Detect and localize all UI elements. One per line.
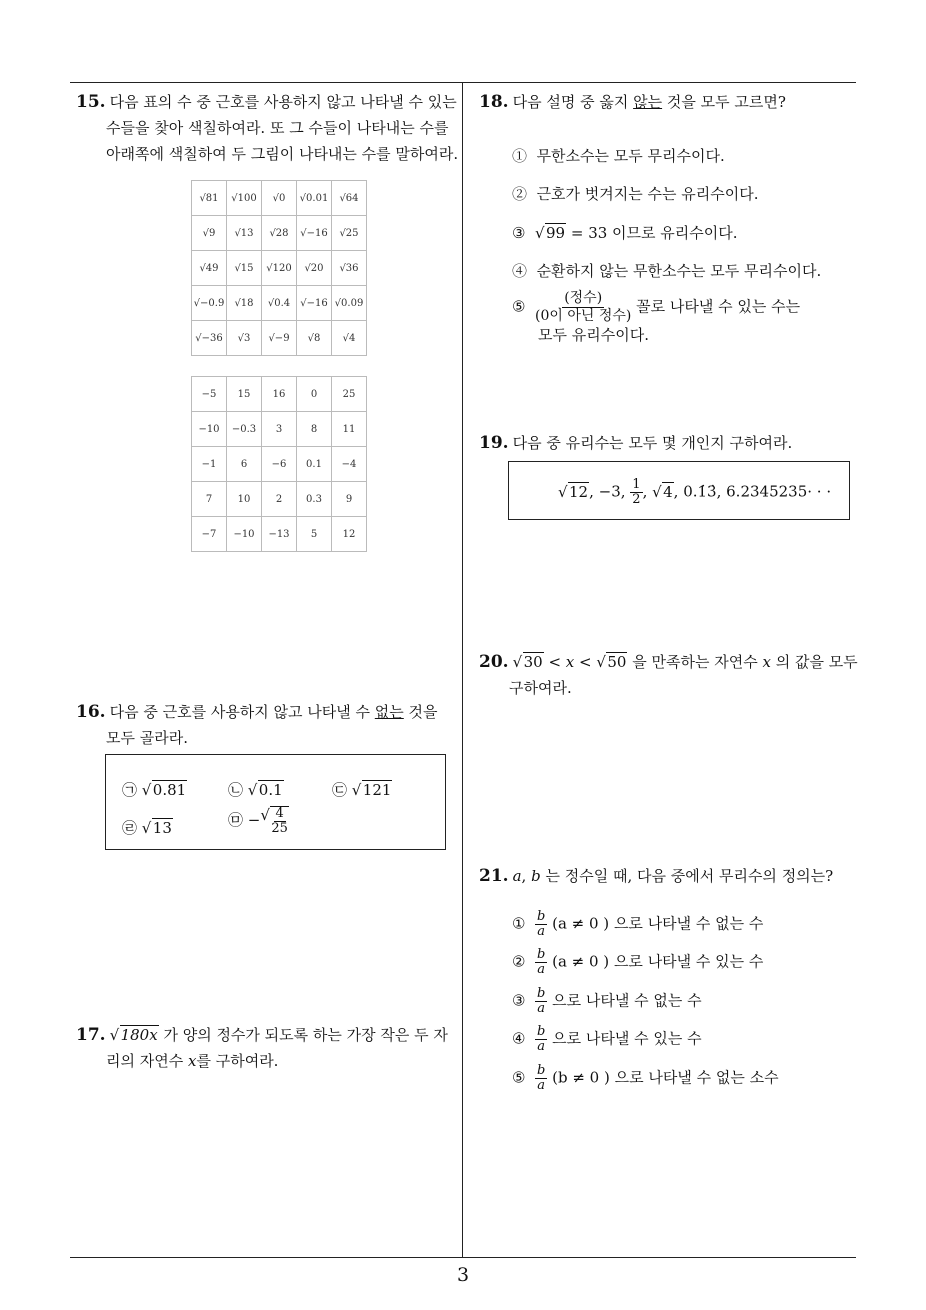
choice-3: [332, 779, 392, 801]
choice-2: [228, 779, 284, 801]
grid-cell[interactable]: −7: [192, 517, 227, 552]
grid-cell[interactable]: √49: [192, 251, 227, 286]
question-text: 아래쪽에 색칠하여 두 그림이 나타내는 수를 말하여라.: [106, 145, 459, 163]
grid-cell[interactable]: √20: [297, 251, 332, 286]
question-number: 20.: [479, 652, 509, 672]
grid-cell[interactable]: √36: [332, 251, 367, 286]
question-16: [76, 699, 460, 751]
choice-text: 으로 나타낼 수 있는 수: [609, 952, 764, 971]
choice-text: 무한소수는 모두 무리수이다.: [536, 147, 725, 165]
top-rule: [70, 82, 856, 83]
choice-1: [512, 145, 725, 167]
grid-row: [192, 377, 367, 412]
denominator: a: [537, 1001, 546, 1016]
sqrt-expr: [652, 480, 674, 504]
operator: <: [574, 653, 597, 671]
grid-cell[interactable]: 10: [227, 482, 262, 517]
grid-cell[interactable]: √81: [192, 181, 227, 216]
operator: <: [543, 653, 566, 671]
choice-2: [512, 183, 759, 205]
choice-4: [512, 260, 821, 282]
grid-cell[interactable]: −6: [262, 447, 297, 482]
question-text: 을 만족하는 자연수: [627, 653, 763, 671]
question-21: [479, 863, 859, 889]
numerator: b: [537, 909, 546, 924]
grid-row: [192, 286, 367, 321]
emphasis-text: 않는: [633, 93, 663, 111]
grid-row: [192, 181, 367, 216]
choice-4: [512, 1025, 702, 1054]
grid-cell[interactable]: 25: [332, 377, 367, 412]
choice-5: [512, 290, 800, 345]
choice-mark: ㉠: [122, 781, 138, 799]
choice-3: [512, 222, 738, 244]
grid-cell[interactable]: 8: [297, 412, 332, 447]
choice-2: [512, 948, 763, 977]
choice-1: [512, 910, 763, 939]
grid-cell[interactable]: −1: [192, 447, 227, 482]
grid-row: [192, 447, 367, 482]
question-number: 19.: [479, 433, 509, 453]
grid-cell[interactable]: √18: [227, 286, 262, 321]
question-text: 의 값을 모두: [770, 653, 858, 671]
choice-mark: ①: [512, 914, 526, 933]
numerator: b: [537, 1063, 546, 1078]
separator: ,: [521, 867, 532, 885]
question-15: [76, 89, 460, 167]
grid-cell[interactable]: 11: [332, 412, 367, 447]
column-divider: [462, 82, 463, 1258]
grid-cell[interactable]: √25: [332, 216, 367, 251]
grid-cell[interactable]: 7: [192, 482, 227, 517]
grid-row: [192, 412, 367, 447]
grid-cell[interactable]: √0: [262, 181, 297, 216]
question-text: 다음 설명 중 옳지: [512, 93, 634, 111]
choice-5: [228, 806, 289, 836]
question-text: 는 정수일 때, 다음 중에서 무리수의 정의는?: [540, 867, 834, 885]
grid-cell[interactable]: 2: [262, 482, 297, 517]
minus-sign: −: [247, 811, 261, 829]
choice-text: 으로 나타낼 수 없는 수: [609, 914, 764, 933]
choice-mark: ②: [512, 952, 526, 971]
grid-cell[interactable]: 5: [297, 517, 332, 552]
radicand: 99: [546, 224, 566, 242]
grid-row: [192, 482, 367, 517]
radicand: 0.1: [258, 781, 283, 799]
question-text: 다음 중 근호를 사용하지 않고 나타낼 수: [109, 703, 375, 721]
grid-cell[interactable]: √28: [262, 216, 297, 251]
grid-cell[interactable]: 9: [332, 482, 367, 517]
question-text: 다음 표의 수 중 근호를 사용하지 않고 나타낼 수 있는: [109, 93, 457, 111]
grid-row: [192, 517, 367, 552]
grid-cell[interactable]: 12: [332, 517, 367, 552]
radicand: 30: [523, 653, 543, 671]
grid-cell[interactable]: √4: [332, 321, 367, 356]
question-number: 15.: [76, 92, 106, 112]
denominator: a: [537, 1039, 546, 1054]
numerator: (정수): [564, 290, 603, 306]
question-text: 것을: [403, 703, 438, 721]
question-17: [76, 1022, 460, 1074]
question-number: 18.: [479, 92, 509, 112]
grid-row: [192, 216, 367, 251]
grid-cell[interactable]: −4: [332, 447, 367, 482]
sqrt-expr: [352, 779, 393, 801]
radicand: 121: [362, 781, 392, 799]
choice-1: [122, 779, 187, 801]
question-text: 수들을 찾아 색칠하여라. 또 그 수들이 나타내는 수를: [106, 119, 449, 137]
variable: a: [512, 867, 522, 885]
variable: b: [531, 867, 541, 885]
choice-mark: ②: [512, 185, 528, 203]
bottom-rule: [70, 1257, 856, 1258]
question-text: 다음 중 유리수는 모두 몇 개인지 구하여라.: [512, 434, 793, 452]
grid-cell[interactable]: −0.3: [227, 412, 262, 447]
sqrt-expr: [248, 779, 284, 801]
condition: (a ≠ 0 ): [547, 914, 610, 933]
choice-text: = 33 이므로 유리수이다.: [566, 224, 738, 242]
choice-mark: ㉡: [228, 781, 244, 799]
number-grid: [191, 376, 367, 552]
radicand: 0.81: [152, 781, 187, 799]
denominator: a: [537, 924, 546, 939]
number-list: [558, 478, 831, 507]
choice-mark: ⑤: [512, 297, 526, 316]
grid-cell[interactable]: 3: [262, 412, 297, 447]
grid-cell[interactable]: 16: [262, 377, 297, 412]
question-text: 를 구하여라.: [196, 1052, 279, 1070]
grid-cell[interactable]: 15: [227, 377, 262, 412]
radicand: 12: [569, 482, 589, 501]
choice-4: [122, 817, 173, 839]
question-text: 리의 자연수: [106, 1052, 188, 1070]
grid-row: [192, 321, 367, 356]
page-number: 3: [456, 1264, 470, 1286]
grid-cell[interactable]: √−9: [262, 321, 297, 356]
grid-cell[interactable]: −13: [262, 517, 297, 552]
sqrt-expr: [110, 1022, 159, 1048]
sqrt-grid: [191, 180, 367, 356]
numerator: 1: [632, 477, 641, 492]
choice-text: 으로 나타낼 수 있는 수: [547, 1029, 702, 1048]
choice-mark: ③: [512, 991, 526, 1010]
question-number: 17.: [76, 1025, 106, 1045]
choice-5: [512, 1064, 779, 1093]
choice-text: 으로 나타낼 수 없는 수: [547, 991, 702, 1010]
question-number: 16.: [76, 702, 106, 722]
question-number: 21.: [479, 866, 509, 886]
numerator: b: [537, 947, 546, 962]
denominator: a: [537, 1078, 546, 1093]
grid-cell[interactable]: √13: [227, 216, 262, 251]
choice-mark: ④: [512, 1029, 526, 1048]
radicand: 180x: [120, 1026, 158, 1044]
choice-mark: ㉢: [332, 781, 348, 799]
choice-3: [512, 987, 702, 1016]
denominator: 2: [632, 492, 641, 507]
list-text: ,: [642, 482, 653, 501]
numerator: √ 4: [275, 806, 284, 821]
grid-cell[interactable]: 6: [227, 447, 262, 482]
grid-row: [192, 251, 367, 286]
choice-mark: ㉣: [122, 819, 138, 837]
grid-cell[interactable]: √100: [227, 181, 262, 216]
radicand: 13: [152, 819, 172, 837]
choice-mark: ④: [512, 262, 528, 280]
question-20: [479, 649, 863, 701]
grid-cell[interactable]: √0.09: [332, 286, 367, 321]
sqrt-expr: [142, 817, 173, 839]
denominator: (0이 아닌 정수): [535, 308, 632, 324]
grid-cell[interactable]: √0.01: [297, 181, 332, 216]
radicand: 4: [663, 482, 673, 501]
variable: x: [565, 653, 575, 671]
choice-mark: ①: [512, 147, 528, 165]
numerator: b: [537, 986, 546, 1001]
variable: x: [188, 1052, 197, 1070]
grid-cell[interactable]: √8: [297, 321, 332, 356]
choice-text: 모두 유리수이다.: [538, 326, 649, 344]
grid-cell[interactable]: 0.3: [297, 482, 332, 517]
emphasis-text: 없는: [374, 703, 404, 721]
grid-cell[interactable]: √3: [227, 321, 262, 356]
grid-cell[interactable]: 0.1: [297, 447, 332, 482]
choice-text: 순환하지 않는 무한소수는 모두 무리수이다.: [536, 262, 822, 280]
question-18: [479, 89, 859, 115]
grid-cell[interactable]: √120: [262, 251, 297, 286]
choice-mark: ③: [512, 224, 526, 242]
grid-cell[interactable]: √−16: [297, 216, 332, 251]
condition: (a ≠ 0 ): [547, 952, 610, 971]
grid-cell[interactable]: 0: [297, 377, 332, 412]
question-text: 모두 골라라.: [106, 729, 188, 747]
variable: x: [762, 653, 771, 671]
denominator: 25: [271, 821, 288, 836]
condition: (b ≠ 0 ): [547, 1068, 610, 1087]
sqrt-expr: [513, 649, 544, 675]
grid-cell[interactable]: √0.4: [262, 286, 297, 321]
choice-text: 꼴로 나타낼 수 있는 수는: [631, 297, 801, 316]
radicand: 50: [607, 653, 627, 671]
denominator: a: [537, 962, 546, 977]
grid-cell[interactable]: −10: [192, 412, 227, 447]
question-19: [479, 430, 859, 456]
grid-cell[interactable]: √9: [192, 216, 227, 251]
grid-cell[interactable]: −10: [227, 517, 262, 552]
grid-cell[interactable]: −5: [192, 377, 227, 412]
choice-mark: ㉤: [228, 811, 244, 829]
grid-cell[interactable]: √15: [227, 251, 262, 286]
question-text: 것을 모두 고르면?: [662, 93, 786, 111]
choice-text: 으로 나타낼 수 없는 소수: [609, 1068, 779, 1087]
sqrt-expr: [558, 480, 589, 504]
list-text: , −3,: [589, 482, 631, 501]
grid-cell[interactable]: √−0.9: [192, 286, 227, 321]
list-text: , 0.1̇3̇, 6.2345235· · ·: [673, 482, 832, 501]
numerator: b: [537, 1024, 546, 1039]
sqrt-expr: [142, 779, 187, 801]
sqrt-expr: [260, 806, 289, 836]
grid-cell[interactable]: √−36: [192, 321, 227, 356]
question-text: 가 양의 정수가 되도록 하는 가장 작은 두 자: [158, 1026, 448, 1044]
grid-cell[interactable]: √64: [332, 181, 367, 216]
sqrt-expr: [596, 649, 627, 675]
choice-text: 근호가 벗겨지는 수는 유리수이다.: [536, 185, 759, 203]
sqrt-expr: [535, 222, 566, 244]
question-text: 구하여라.: [509, 679, 572, 697]
grid-cell[interactable]: √−16: [297, 286, 332, 321]
choice-mark: ⑤: [512, 1068, 526, 1087]
